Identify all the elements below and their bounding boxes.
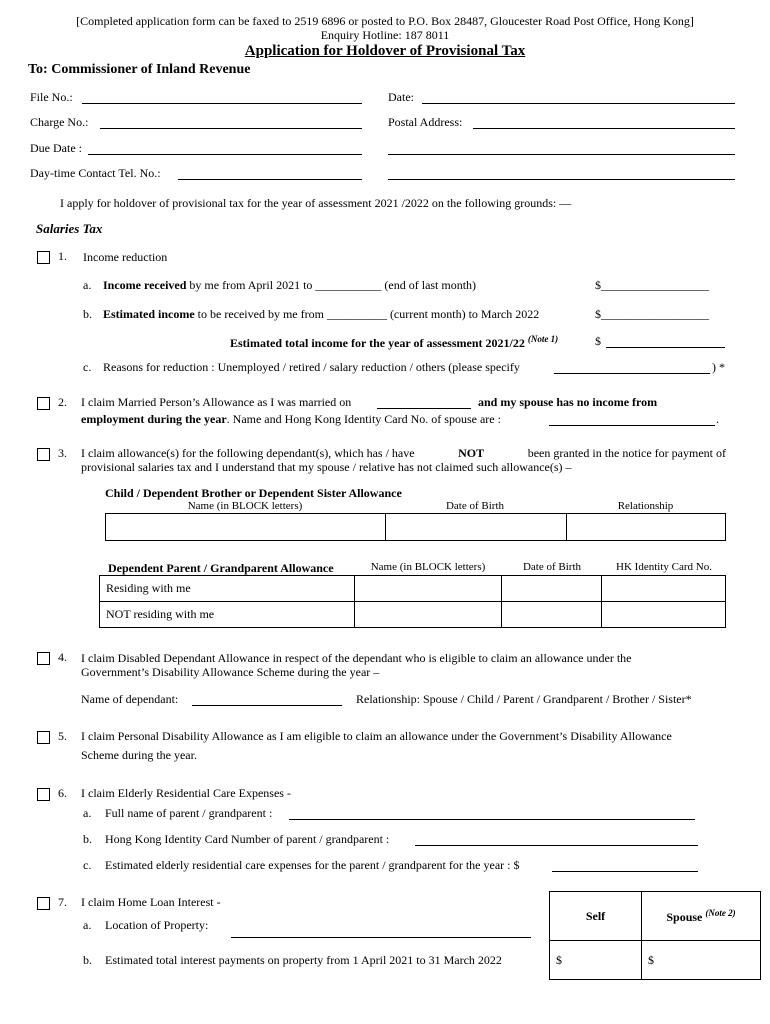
item1-b-amount[interactable]: $__________________	[595, 307, 709, 321]
parent-not-residing-dob-cell[interactable]	[502, 602, 602, 628]
child-col-relationship: Relationship	[617, 500, 674, 512]
care-expenses-field[interactable]	[552, 871, 698, 872]
child-name-cell[interactable]	[106, 514, 386, 541]
charge-no-label: Charge No.:	[30, 115, 89, 129]
postal-address-field-3[interactable]	[388, 179, 735, 180]
item7-title: I claim Home Loan Interest -	[81, 895, 221, 909]
due-date-label: Due Date :	[30, 141, 82, 155]
item6-title: I claim Elderly Residential Care Expenses -	[81, 786, 291, 800]
note1-ref: (Note 1)	[527, 334, 559, 344]
item1-c-end: ) *	[712, 360, 725, 374]
item4-number: 4.	[58, 650, 67, 664]
parent-allowance-title: Dependent Parent / Grandparent Allowance	[108, 561, 334, 575]
spouse-header	[642, 892, 761, 941]
item6-checkbox[interactable]	[37, 788, 50, 801]
date-field[interactable]	[422, 103, 735, 104]
contact-tel-label: Day-time Contact Tel. No.:	[30, 166, 161, 180]
parent-not-residing-hkid-cell[interactable]	[602, 602, 726, 628]
postal-address-field-2[interactable]	[388, 154, 735, 155]
item6-a-label: a.	[83, 806, 92, 820]
item2-end: .	[716, 412, 719, 426]
fax-notice: [Completed application form can be faxed to 2519 6896 or posted to P.O. Box 28487, Gloucester Road Post Office, Hong Kong]	[76, 14, 694, 28]
item1-b-label: b.	[83, 307, 92, 321]
item7-a-text: Location of Property:	[105, 918, 209, 932]
item1-b-bold: Estimated income	[103, 307, 195, 321]
item1-total-dollar: $	[595, 334, 601, 348]
parent-residing-hkid-cell[interactable]	[602, 576, 726, 602]
item1-a-text: by me from April 2021 to ___________ (end of last month)	[189, 278, 477, 292]
child-relationship-cell[interactable]	[567, 514, 726, 541]
enquiry-hotline: Enquiry Hotline: 187 8011	[320, 28, 450, 42]
parent-col-hkid: HK Identity Card No.	[616, 561, 712, 573]
item6-b-label: b.	[83, 832, 92, 846]
child-allowance-title: Child / Dependent Brother or Dependent Sister Allowance	[105, 486, 402, 500]
intro-text: I apply for holdover of provisional tax for the year of assessment 2021 /2022 on the following grounds: —	[60, 196, 572, 210]
child-dob-cell[interactable]	[386, 514, 567, 541]
item6-number: 6.	[58, 786, 67, 800]
parent-allowance-table	[99, 575, 726, 628]
item2-text2: . Name and Hong Kong Identity Card No. of spouse are :	[226, 412, 501, 426]
item3-not: NOT	[458, 446, 485, 460]
item3-line1	[81, 446, 726, 461]
self-header: Self	[550, 892, 642, 941]
item2-bold1: and my spouse has no income from	[478, 395, 658, 409]
dependant-name-field[interactable]	[192, 705, 342, 706]
parent-full-name-field[interactable]	[289, 819, 695, 820]
addressee: To: Commissioner of Inland Revenue	[28, 62, 251, 77]
item1-total-field[interactable]	[606, 347, 725, 348]
form-title: Application for Holdover of Provisional Tax	[244, 43, 526, 59]
item4-line2: Government’s Disability Allowance Scheme during the year –	[81, 665, 380, 679]
dependant-relationship: Relationship: Spouse / Child / Parent / Grandparent / Brother / Sister*	[356, 692, 692, 706]
item2-text1: I claim Married Person’s Allowance as I was married on	[81, 395, 352, 409]
item3-line1-b: been granted in the notice for payment of	[527, 446, 726, 460]
item7-b-label: b.	[83, 953, 92, 967]
item6-c-label: c.	[83, 858, 92, 872]
item6-a-text: Full name of parent / grandparent :	[105, 806, 273, 820]
parent-residing-dob-cell[interactable]	[502, 576, 602, 602]
spouse-name-id-field[interactable]	[549, 425, 715, 426]
item6-b-text: Hong Kong Identity Card Number of parent / grandparent :	[105, 832, 390, 846]
item7-b-text: Estimated total interest payments on property from 1 April 2021 to 31 March 2022	[105, 953, 502, 967]
salaries-tax-heading: Salaries Tax	[36, 221, 103, 236]
item7-checkbox[interactable]	[37, 897, 50, 910]
item4-line1: I claim Disabled Dependant Allowance in respect of the dependant who is eligible to claim an allowance under the	[81, 651, 632, 665]
spouse-interest-cell[interactable]: $	[642, 941, 761, 980]
item5-line2: Scheme during the year.	[81, 748, 197, 762]
item1-total-text: Estimated total income for the year of assessment 2021/22	[230, 336, 525, 350]
item5-number: 5.	[58, 729, 67, 743]
item5-checkbox[interactable]	[37, 731, 50, 744]
date-label: Date:	[388, 90, 414, 104]
item1-a-bold: Income received	[103, 278, 187, 292]
item2-line2	[81, 412, 501, 427]
contact-tel-field[interactable]	[178, 179, 362, 180]
parent-not-residing-name-cell[interactable]	[355, 602, 502, 628]
spouse-header-label: Spouse	[666, 909, 703, 924]
item7-number: 7.	[58, 895, 67, 909]
due-date-field[interactable]	[88, 154, 362, 155]
item3-line1-a: I claim allowance(s) for the following dependant(s), which has / have	[81, 446, 415, 460]
item2-number: 2.	[58, 395, 67, 409]
marriage-date-field[interactable]	[377, 408, 471, 409]
parent-col-dob: Date of Birth	[522, 561, 582, 573]
dependant-name-label: Name of dependant:	[81, 692, 179, 706]
item1-c-field[interactable]	[554, 373, 710, 374]
parent-col-name: Name (in BLOCK letters)	[370, 561, 486, 573]
file-no-label: File No.:	[30, 90, 73, 104]
item1-c-label: c.	[83, 360, 92, 374]
item1-a-amount[interactable]: $__________________	[595, 278, 709, 292]
parent-hkid-field[interactable]	[415, 845, 698, 846]
item3-line2: provisional salaries tax and I understand that my spouse / relative has not claimed such allowance(s) –	[81, 460, 572, 474]
item1-checkbox[interactable]	[37, 251, 50, 264]
item1-total-line	[230, 334, 558, 351]
file-no-field[interactable]	[82, 103, 362, 104]
item1-a-label: a.	[83, 278, 92, 292]
parent-row-residing: Residing with me	[100, 576, 355, 602]
item5-line1: I claim Personal Disability Allowance as I am eligible to claim an allowance under the Government’s Disability Allowance	[81, 729, 672, 743]
property-location-field[interactable]	[231, 937, 531, 938]
item3-checkbox[interactable]	[37, 448, 50, 461]
item7-a-label: a.	[83, 918, 92, 932]
item1-title: Income reduction	[83, 250, 168, 264]
item3-number: 3.	[58, 446, 67, 460]
item1-b-text: to be received by me from __________ (current month) to March 2022	[197, 307, 540, 321]
item1-b-line	[103, 307, 539, 322]
postal-address-label: Postal Address:	[388, 115, 463, 129]
charge-no-field[interactable]	[100, 128, 362, 129]
parent-residing-name-cell[interactable]	[355, 576, 502, 602]
item6-c-text: Estimated elderly residential care expenses for the parent / grandparent for the year : $	[105, 858, 520, 872]
item2-bold2: employment during the year	[81, 412, 227, 426]
item2-checkbox[interactable]	[37, 397, 50, 410]
item4-checkbox[interactable]	[37, 652, 50, 665]
item1-a-line	[103, 278, 476, 293]
child-col-dob: Date of Birth	[445, 500, 505, 512]
home-loan-table	[549, 891, 761, 980]
postal-address-field[interactable]	[473, 128, 735, 129]
self-interest-cell[interactable]: $	[550, 941, 642, 980]
item1-c-text: Reasons for reduction : Unemployed / retired / salary reduction / others (please specify	[103, 360, 520, 374]
note2-ref: (Note 2)	[705, 907, 736, 918]
parent-row-not-residing: NOT residing with me	[100, 602, 355, 628]
child-allowance-table	[105, 513, 726, 541]
child-col-name: Name (in BLOCK letters)	[187, 500, 303, 512]
item1-number: 1.	[58, 249, 67, 263]
